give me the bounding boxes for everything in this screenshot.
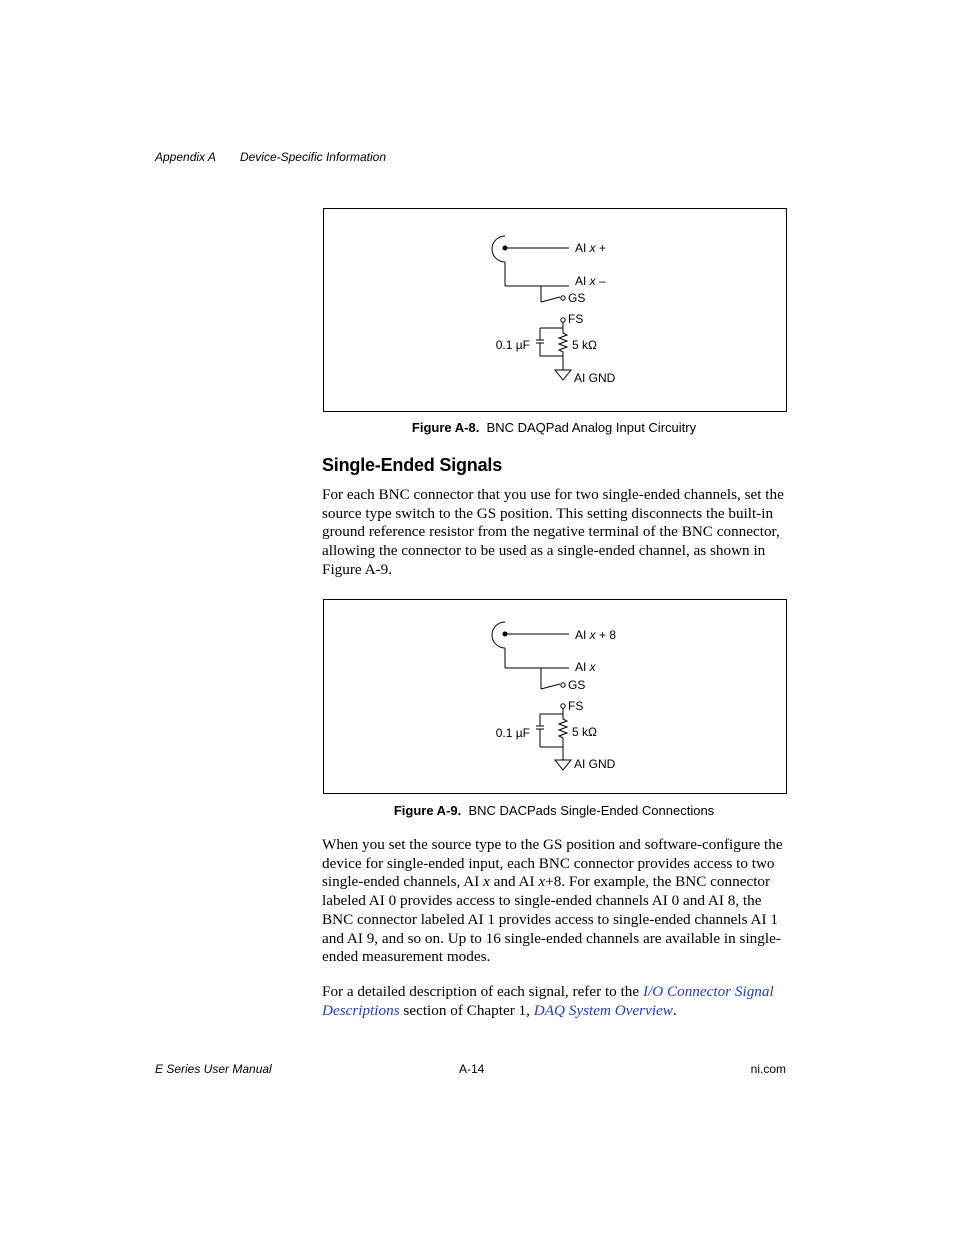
figure-a9-schematic xyxy=(324,600,786,793)
section-title: Single-Ended Signals xyxy=(322,455,503,475)
resistor-icon xyxy=(559,328,567,356)
label-ai-neg: AI xyxy=(575,660,590,674)
svg-text:AI x + xyxy=(575,241,606,255)
running-header xyxy=(155,150,386,164)
label-ai-neg-suffix: – xyxy=(595,274,606,288)
figure-a9-caption xyxy=(323,803,785,818)
label-ai-pos: AI xyxy=(575,628,590,642)
label-ai-pos-var: x xyxy=(589,628,596,642)
paragraph-2 xyxy=(322,836,786,967)
paragraph-2-part-3: +8. For example, the BNC connector labeled AI 0 provides access to single-ended channels AI 0 and AI 8, the BNC connector labeled AI 1 provides access to single-ended channels AI 1 and AI 9, and so on. Up to 16 single-ended channels are available in single-ended measurement modes. xyxy=(322,873,781,966)
footer-website: ni.com xyxy=(750,1062,786,1076)
svg-text:AI x xyxy=(575,660,597,674)
figure-a9-number: Figure A-9. xyxy=(393,803,462,818)
figure-a8-title: BNC DAQPad Analog Input Circuitry xyxy=(486,420,697,435)
figure-a8-number: Figure A-8. xyxy=(411,420,480,435)
paragraph-3-before: For a detailed description of each signal, refer to the xyxy=(322,983,643,1000)
label-resistor: 5 kΩ xyxy=(572,725,597,739)
link-daq-system-overview[interactable]: DAQ System Overview xyxy=(533,1001,673,1019)
paragraph-2-var-1: x xyxy=(483,873,490,891)
label-ai-gnd: AI GND xyxy=(574,371,616,385)
label-gs: GS xyxy=(568,678,586,692)
figure-a8-caption xyxy=(323,420,785,435)
label-capacitor: 0.1 µF xyxy=(495,726,530,740)
paragraph-1: For each BNC connector that you use for two single-ended channels, set the source type switch to the GS position. This setting disconnects the built-in ground reference resistor from the negative terminal of the BNC connector, allowing the connector to be used as a single-ended channel, as shown in Figure A-9. xyxy=(322,486,784,578)
paragraph-3 xyxy=(322,983,786,1020)
paragraph-2-part-2: and AI xyxy=(489,873,539,891)
link-io-connector-signal-descriptions[interactable]: I/O Connector Signal Descriptions xyxy=(322,983,774,1019)
source-switch-icon xyxy=(541,684,560,689)
svg-text:AI x + 8 xyxy=(575,628,616,642)
label-ai-neg: AI xyxy=(575,274,590,288)
source-switch-icon xyxy=(541,297,560,302)
label-ai-pos-suffix: + 8 xyxy=(595,628,617,642)
paragraph-2-part-1: When you set the source type to the GS position and software-configure the device for single-ended input, each BNC connector provides access to two single-ended channels, AI xyxy=(322,836,783,891)
label-capacitor: 0.1 µF xyxy=(495,338,530,352)
footer-manual-title: E Series User Manual xyxy=(155,1062,272,1076)
label-fs: FS xyxy=(568,312,584,326)
svg-text:AI x – xyxy=(575,274,606,288)
paragraph-3-middle: section of Chapter 1, xyxy=(399,1001,534,1019)
header-section: Device-Specific Information xyxy=(239,150,386,164)
figure-a8 xyxy=(323,208,787,412)
label-ai-neg-var: x xyxy=(589,274,596,288)
label-gs: GS xyxy=(568,291,586,305)
ground-icon xyxy=(555,760,571,770)
footer-page-number: A-14 xyxy=(459,1062,485,1076)
figure-a9 xyxy=(323,599,787,794)
ground-icon xyxy=(555,370,571,380)
figure-a8-schematic xyxy=(324,209,786,411)
paragraph-3-after: . xyxy=(672,1001,677,1019)
label-ai-pos-var: x xyxy=(589,241,596,255)
resistor-icon xyxy=(559,714,567,747)
label-fs: FS xyxy=(568,699,584,713)
label-ai-pos: AI xyxy=(575,241,590,255)
label-resistor: 5 kΩ xyxy=(572,338,597,352)
label-ai-pos-suffix: + xyxy=(595,241,607,255)
figure-a9-title: BNC DACPads Single-Ended Connections xyxy=(468,803,715,818)
paragraph-2-var-2: x xyxy=(538,873,546,891)
header-appendix: Appendix A xyxy=(155,150,216,164)
label-ai-gnd: AI GND xyxy=(574,757,616,771)
label-ai-neg-var: x xyxy=(589,660,596,674)
